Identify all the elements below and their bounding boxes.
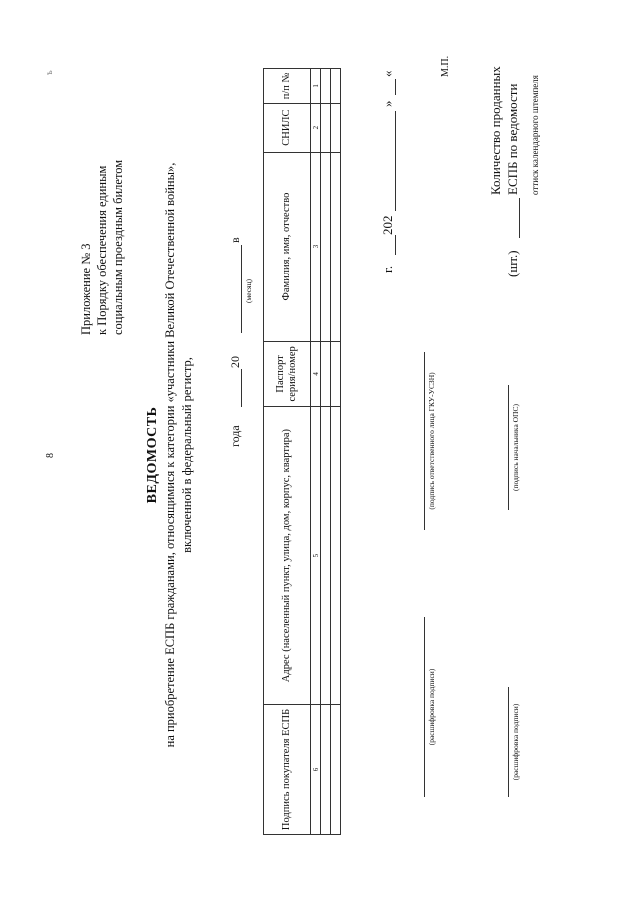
appendix-line-2: к Порядку обеспечения единым	[95, 165, 109, 335]
header-snils: СНИЛС	[264, 103, 311, 152]
date-open-quote: «	[380, 70, 395, 77]
header-mark: ъ	[44, 70, 54, 75]
header-address: Адрес (населенный пункт, улица, дом, корпус, квартира)	[264, 407, 311, 705]
month-caption: (месяц)	[244, 278, 253, 304]
date-month-line	[395, 111, 396, 211]
column-number: 4	[311, 341, 321, 407]
quantity-label-line-1: Количество проданных	[488, 66, 503, 195]
year-blank-line	[241, 369, 242, 407]
year-prefix: 20	[228, 356, 242, 368]
quantity-blank-line	[519, 198, 520, 238]
appendix-line-3: социальным проездным билетом	[111, 159, 125, 335]
appendix-block	[78, 160, 126, 335]
responsible-signature-line	[424, 352, 425, 530]
header-signature: Подпись покупателя ЕСПБ	[264, 705, 311, 835]
subtitle-line-1: на приобретение ЕСПБ гражданами, относящимися к категории «участники Великой Отечественной войны»,	[163, 162, 177, 748]
column-number: 2	[311, 103, 321, 152]
stamp-caption: оттиск календарного штемпеля	[530, 75, 540, 195]
year-suffix: года	[228, 425, 242, 447]
date-year-line	[395, 235, 396, 255]
table-header-row	[264, 69, 311, 835]
appendix-line-1: Приложение № 3	[79, 243, 93, 335]
column-number-row	[311, 69, 321, 835]
date-year-prefix: 202	[380, 215, 395, 235]
responsible-decode-caption: (расшифровка подписи)	[427, 668, 436, 746]
head-decode-line	[508, 687, 509, 797]
header-full-name: Фамилия, имя, отчество	[264, 152, 311, 341]
subtitle-line-2: включенной в федеральный регистр,	[180, 357, 194, 553]
date-year-suffix: г.	[380, 265, 395, 273]
quantity-unit: (шт.)	[505, 250, 520, 277]
table-row	[331, 69, 341, 835]
head-signature-caption: (подпись начальника ОПС)	[511, 404, 520, 491]
month-blank-line	[241, 245, 242, 333]
date-close-quote: »	[380, 100, 395, 107]
date-day-line	[395, 79, 396, 95]
register-table	[263, 68, 341, 835]
head-signature-line	[508, 385, 509, 510]
column-number: 3	[311, 152, 321, 341]
responsible-signature-caption: (подпись ответственного лица ГКУ-УСЗН)	[427, 372, 436, 510]
table-row	[321, 69, 331, 835]
quantity-label-line-2: ЕСПБ по ведомости	[505, 83, 520, 195]
header-passport: Паспорт серия/номер	[264, 341, 311, 407]
page-number: 8	[45, 453, 56, 458]
column-number: 5	[311, 407, 321, 705]
period-prefix: в	[228, 237, 242, 243]
head-decode-caption: (расшифровка подписи)	[511, 703, 520, 781]
stamp-place-label: М.П.	[440, 55, 451, 77]
responsible-decode-line	[424, 617, 425, 797]
column-number: 1	[311, 69, 321, 104]
header-number: № п/п	[264, 69, 311, 104]
document-title: ВЕДОМОСТЬ	[145, 406, 160, 504]
column-number: 6	[311, 705, 321, 835]
